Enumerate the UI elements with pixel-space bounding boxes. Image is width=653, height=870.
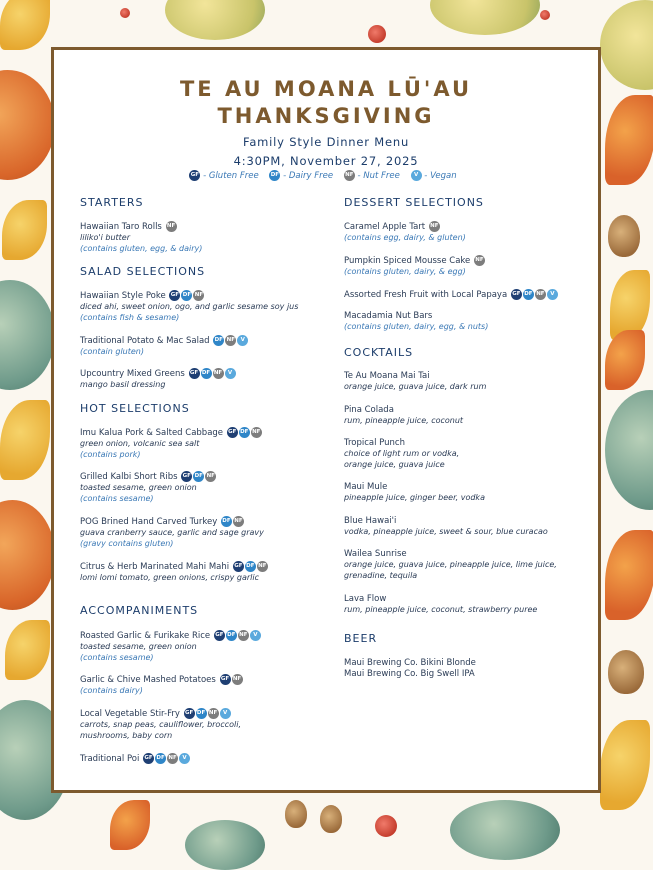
item-allergen-note: (contains gluten, dairy, & egg) <box>344 267 466 276</box>
nut-free-badge-icon: NF <box>167 753 178 764</box>
leaf-decoration <box>0 0 50 50</box>
gluten-free-badge-icon: GF <box>233 561 244 572</box>
section-heading-beer: BEER <box>344 632 378 645</box>
menu-item <box>344 438 614 470</box>
section-heading-hot: HOT SELECTIONS <box>80 402 190 415</box>
item-description: mango basil dressing <box>80 380 166 389</box>
leaf-decoration <box>600 720 650 810</box>
item-description: mushrooms, baby corn <box>80 730 173 740</box>
yellow-pumpkin-decoration <box>600 0 653 90</box>
item-name: Macadamia Nut Bars <box>344 311 433 321</box>
menu-item <box>80 368 350 391</box>
nut-free-badge-icon: NF <box>251 427 262 438</box>
nut-free-badge-icon: NF <box>233 516 244 527</box>
item-allergen-note: (contain gluten) <box>80 347 144 356</box>
nut-free-badge-icon: NF <box>474 255 485 266</box>
green-pumpkin-decoration <box>185 820 265 870</box>
gluten-free-badge-icon: GF <box>181 471 192 482</box>
menu-title-line2: THANKSGIVING <box>217 104 435 128</box>
item-description: orange juice, guava juice, pineapple juice, lime juice, <box>344 560 557 569</box>
item-name: Maui Brewing Co. Big Swell IPA <box>344 669 475 679</box>
menu-item <box>344 549 614 581</box>
vegan-badge-icon: V <box>411 170 422 181</box>
nut-free-badge-icon: NF <box>344 170 355 181</box>
item-allergen-note: (contains sesame) <box>80 493 154 503</box>
item-name: Maui Mule <box>344 482 388 492</box>
nut-free-badge-icon: NF <box>238 630 249 641</box>
menu-item <box>344 594 614 616</box>
menu-item <box>344 311 614 333</box>
menu-title-line1: TE AU MOANA LŪ'AU <box>179 77 473 101</box>
menu-item <box>80 630 350 663</box>
item-name: Maui Brewing Co. Bikini Blonde <box>344 658 476 668</box>
yellow-pumpkin-decoration <box>430 0 540 35</box>
item-allergen-note: (contains fish & sesame) <box>80 312 180 322</box>
item-description: carrots, snap peas, cauliflower, broccoli, <box>80 720 242 729</box>
menu-item <box>80 516 350 549</box>
green-pumpkin-decoration <box>450 800 560 860</box>
orange-pumpkin-decoration <box>0 70 55 180</box>
item-name: Tropical Punch <box>344 438 405 448</box>
dairy-free-badge-icon: DF <box>269 170 280 181</box>
gluten-free-badge-icon: GF <box>227 427 238 438</box>
leaf-decoration <box>110 800 150 850</box>
menu-item <box>344 658 614 680</box>
menu-item <box>80 753 350 765</box>
menu-item <box>80 335 350 358</box>
item-description: liliko'i butter <box>80 233 131 242</box>
dairy-free-badge-icon: DF <box>201 368 212 379</box>
item-name: Pumpkin Spiced Mousse Cake <box>344 256 471 266</box>
leaf-decoration <box>605 95 653 185</box>
section-heading-accompaniments: ACCOMPANIMENTS <box>80 604 199 617</box>
item-name: Traditional Poi <box>80 754 140 764</box>
vegan-badge-icon: V <box>547 289 558 300</box>
item-name: Assorted Fresh Fruit with Local Papaya <box>344 290 508 300</box>
menu-item <box>344 289 614 301</box>
item-name: Te Au Moana Mai Tai <box>344 371 430 381</box>
orange-pumpkin-decoration <box>0 500 55 610</box>
item-name: Upcountry Mixed Greens <box>80 369 185 379</box>
vegan-badge-icon: V <box>225 368 236 379</box>
item-name: Grilled Kalbi Short Ribs <box>80 472 178 482</box>
menu-item <box>344 482 614 504</box>
gluten-free-badge-icon: GF <box>511 289 522 300</box>
nut-free-badge-icon: NF <box>225 335 236 346</box>
berry-decoration <box>120 8 130 18</box>
legend-label: - Gluten Free <box>203 171 259 181</box>
item-description: choice of light rum or vodka, <box>344 449 460 458</box>
item-description: rum, pineapple juice, coconut, strawberry puree <box>344 605 538 614</box>
item-name: Caramel Apple Tart <box>344 222 426 232</box>
menu-date-time: 4:30PM, November 27, 2025 <box>233 154 419 168</box>
item-allergen-note: (contains gluten, egg, & dairy) <box>80 243 203 253</box>
menu-item <box>344 371 614 393</box>
item-description: pineapple juice, ginger beer, vodka <box>344 493 485 502</box>
item-allergen-note: (contains pork) <box>80 449 141 459</box>
item-allergen-note: (contains egg, dairy, & gluten) <box>344 233 466 242</box>
dairy-free-badge-icon: DF <box>226 630 237 641</box>
nut-free-badge-icon: NF <box>208 708 219 719</box>
section-heading-starters: STARTERS <box>80 196 144 209</box>
menu-item <box>80 708 350 741</box>
menu-item <box>80 290 350 323</box>
vegan-badge-icon: V <box>179 753 190 764</box>
gluten-free-badge-icon: GF <box>214 630 225 641</box>
item-description: orange juice, guava juice <box>344 459 445 469</box>
menu-item <box>344 516 614 538</box>
item-description: vodka, pineapple juice, sweet & sour, blue curacao <box>344 527 548 536</box>
item-description: orange juice, guava juice, dark rum <box>344 382 487 391</box>
dairy-free-badge-icon: DF <box>193 471 204 482</box>
item-name: Wailea Sunrise <box>344 549 407 559</box>
menu-item <box>80 674 350 697</box>
item-description: guava cranberry sauce, garlic and sage gravy <box>80 528 264 537</box>
item-description: toasted sesame, green onion <box>80 483 197 492</box>
menu-item <box>344 405 614 427</box>
legend-label: - Vegan <box>424 171 457 181</box>
item-allergen-note: (gravy contains gluten) <box>80 538 174 548</box>
nut-free-badge-icon: NF <box>213 368 224 379</box>
item-name: Lava Flow <box>344 594 387 604</box>
item-description: lomi lomi tomato, green onions, crispy garlic <box>80 573 259 582</box>
dairy-free-badge-icon: DF <box>239 427 250 438</box>
item-name: Roasted Garlic & Furikake Rice <box>80 631 211 641</box>
nut-free-badge-icon: NF <box>429 221 440 232</box>
dairy-free-badge-icon: DF <box>181 290 192 301</box>
dairy-free-badge-icon: DF <box>213 335 224 346</box>
menu-item <box>80 221 350 254</box>
dairy-free-badge-icon: DF <box>221 516 232 527</box>
leaf-decoration <box>2 200 47 260</box>
dairy-free-badge-icon: DF <box>523 289 534 300</box>
menu-item <box>80 427 350 460</box>
item-name: Local Vegetable Stir-Fry <box>80 709 180 719</box>
dairy-free-badge-icon: DF <box>245 561 256 572</box>
dairy-free-badge-icon: DF <box>155 753 166 764</box>
acorn-decoration <box>285 800 307 828</box>
item-description: green onion, volcanic sea salt <box>80 439 200 448</box>
item-description: grenadine, tequila <box>344 570 418 580</box>
legend-label: - Nut Free <box>357 171 400 181</box>
item-description: diced ahi, sweet onion, ogo, and garlic sesame soy jus <box>80 302 299 311</box>
vegan-badge-icon: V <box>220 708 231 719</box>
leaf-decoration <box>0 400 50 480</box>
green-pumpkin-decoration <box>0 280 55 390</box>
menu-item <box>344 255 614 278</box>
section-heading-salad: SALAD SELECTIONS <box>80 265 206 278</box>
berry-decoration <box>375 815 397 837</box>
item-allergen-note: (contains sesame) <box>80 652 154 662</box>
berry-decoration <box>368 25 386 43</box>
item-name: Pina Colada <box>344 405 394 415</box>
gluten-free-badge-icon: GF <box>184 708 195 719</box>
item-allergen-note: (contains dairy) <box>80 686 143 695</box>
gluten-free-badge-icon: GF <box>189 170 200 181</box>
dietary-legend <box>54 170 598 181</box>
item-description: rum, pineapple juice, coconut <box>344 416 464 425</box>
item-name: Hawaiian Taro Rolls <box>80 222 162 232</box>
nut-free-badge-icon: NF <box>205 471 216 482</box>
dairy-free-badge-icon: DF <box>196 708 207 719</box>
menu-item <box>344 221 614 244</box>
yellow-pumpkin-decoration <box>165 0 265 40</box>
gluten-free-badge-icon: GF <box>220 674 231 685</box>
gluten-free-badge-icon: GF <box>189 368 200 379</box>
vegan-badge-icon: V <box>250 630 261 641</box>
item-name: Blue Hawai'i <box>344 516 397 526</box>
item-name: Imu Kalua Pork & Salted Cabbage <box>80 428 224 438</box>
gluten-free-badge-icon: GF <box>169 290 180 301</box>
menu-subtitle: Family Style Dinner Menu <box>242 135 410 149</box>
item-name: Hawaiian Style Poke <box>80 291 166 301</box>
acorn-decoration <box>320 805 342 833</box>
nut-free-badge-icon: NF <box>166 221 177 232</box>
leaf-decoration <box>5 620 50 680</box>
nut-free-badge-icon: NF <box>232 674 243 685</box>
item-name: Traditional Potato & Mac Salad <box>80 336 210 346</box>
item-name: Citrus & Herb Marinated Mahi Mahi <box>80 562 230 572</box>
legend-label: - Dairy Free <box>283 171 334 181</box>
menu-item <box>80 471 350 504</box>
menu-card <box>51 47 601 793</box>
section-heading-dessert: DESSERT SELECTIONS <box>344 196 484 209</box>
item-description: toasted sesame, green onion <box>80 642 197 651</box>
nut-free-badge-icon: NF <box>193 290 204 301</box>
menu-item <box>80 561 350 584</box>
item-allergen-note: (contains gluten, dairy, egg, & nuts) <box>344 322 489 331</box>
nut-free-badge-icon: NF <box>535 289 546 300</box>
berry-decoration <box>540 10 550 20</box>
item-name: Garlic & Chive Mashed Potatoes <box>80 675 216 685</box>
item-name: POG Brined Hand Carved Turkey <box>80 517 218 527</box>
gluten-free-badge-icon: GF <box>143 753 154 764</box>
nut-free-badge-icon: NF <box>257 561 268 572</box>
section-heading-cocktails: COCKTAILS <box>344 346 414 359</box>
vegan-badge-icon: V <box>237 335 248 346</box>
